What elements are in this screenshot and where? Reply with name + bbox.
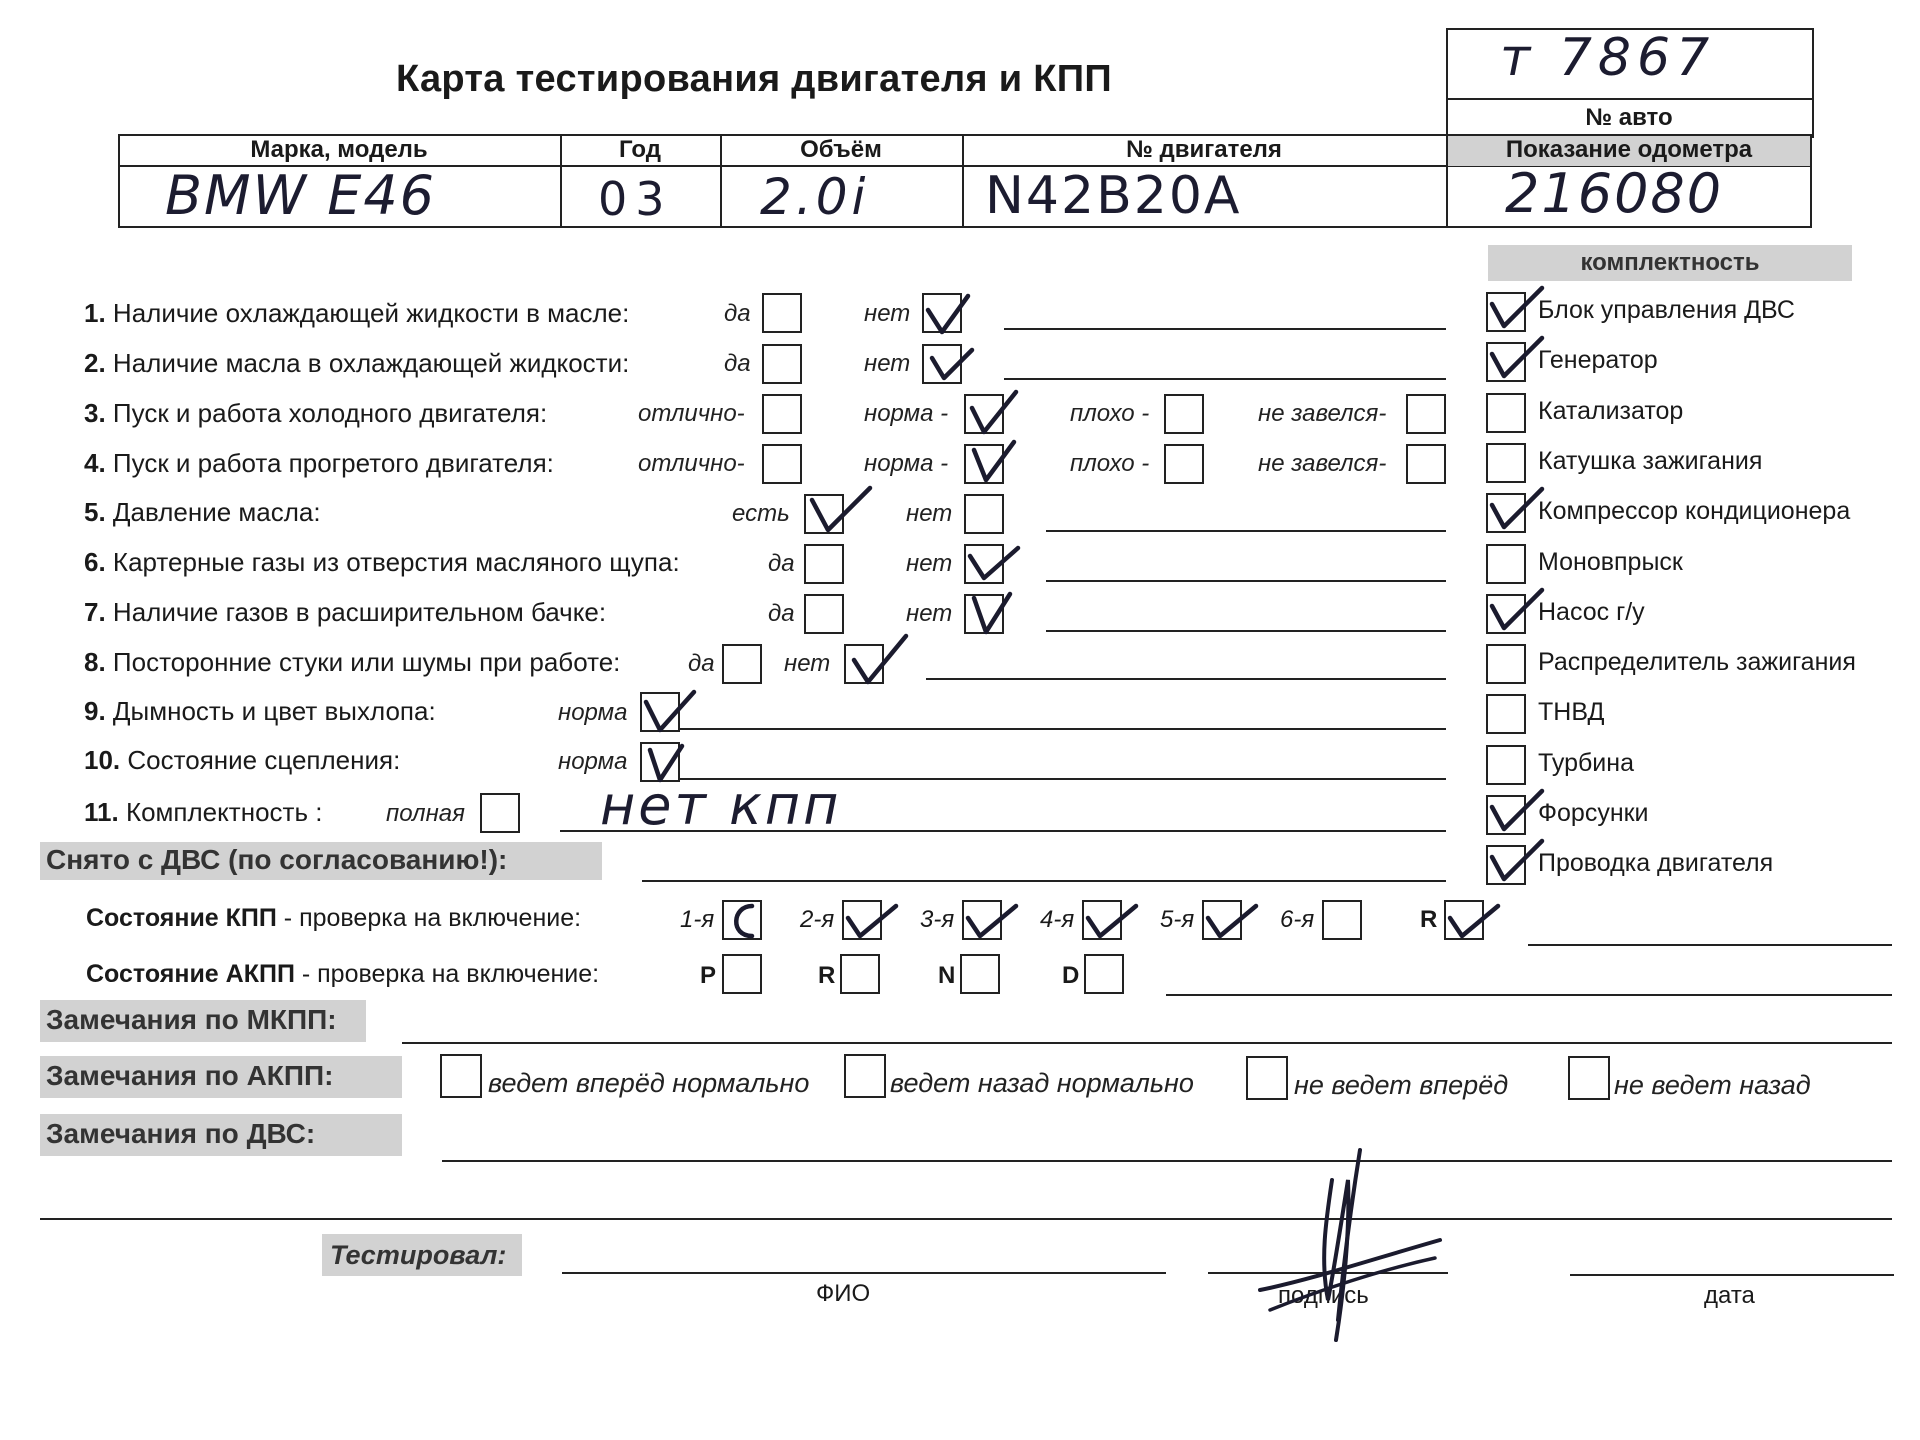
q6-checkmark	[964, 538, 1024, 586]
kit-checkmark	[1486, 483, 1548, 535]
kpp-gear-label: 1-я	[680, 906, 715, 933]
kit-item-label: Блок управления ДВС	[1538, 296, 1795, 324]
q5-checkmark	[806, 480, 876, 536]
akpp-forward-ok-checkbox[interactable]	[440, 1054, 482, 1098]
q7-option-yes: да	[768, 600, 795, 627]
akpp-mode-checkbox[interactable]	[960, 954, 1000, 994]
removed-answer-line	[642, 880, 1446, 882]
q8-checkmark	[848, 630, 912, 688]
kpp-gear-checkmark	[722, 896, 782, 944]
q8-yes-checkbox[interactable]	[722, 644, 762, 684]
signature-caption: подпись	[1278, 1282, 1369, 1309]
akpp-answer-line	[1166, 994, 1892, 996]
header-odometer: Показание одометра	[1505, 136, 1753, 163]
q11-option-full: полная	[386, 800, 465, 827]
question-9: 9. Дымность и цвет выхлопа:	[84, 696, 436, 726]
kpp-label: Состояние КПП - проверка на включение:	[86, 904, 582, 932]
kit-item-label: Форсунки	[1538, 799, 1649, 827]
q1-option-yes: да	[724, 300, 751, 327]
q1-option-no: нет	[864, 300, 911, 327]
kit-checkbox[interactable]	[1486, 745, 1526, 785]
value-volume: 2.0i	[760, 168, 870, 226]
kit-checkmark	[1486, 584, 1548, 636]
question-11: 11. Комплектность :	[84, 797, 323, 827]
q10-option-normal: норма	[558, 748, 628, 775]
fio-line	[562, 1272, 1166, 1274]
q8-answer-line	[926, 678, 1446, 680]
kit-item-label: Катушка зажигания	[1538, 447, 1763, 475]
date-caption: дата	[1704, 1282, 1755, 1309]
question-3: 3. Пуск и работа холодного двигателя:	[84, 398, 548, 428]
handwritten-signature	[1240, 1140, 1460, 1350]
q9-answer-line	[680, 728, 1446, 730]
q3-option-bad: плохо -	[1070, 400, 1150, 427]
kit-checkbox[interactable]	[1486, 694, 1526, 734]
kpp-gear-label: 2-я	[800, 906, 835, 933]
akpp-mode-label: N	[938, 962, 956, 989]
q11-full-checkbox[interactable]	[480, 793, 520, 833]
fio-caption: ФИО	[816, 1280, 871, 1307]
q2-option-yes: да	[724, 350, 751, 377]
kit-checkbox[interactable]	[1486, 644, 1526, 684]
q2-option-no: нет	[864, 350, 911, 377]
kit-checkmark	[1486, 282, 1548, 334]
q5-option-present: есть	[732, 500, 790, 527]
kit-checkbox[interactable]	[1486, 393, 1526, 433]
question-1: 1. Наличие охлаждающей жидкости в масле:	[84, 298, 630, 328]
question-2: 2. Наличие масла в охлаждающей жидкости:	[84, 348, 630, 378]
q1-answer-line	[1004, 328, 1446, 330]
kit-checkmark	[1486, 785, 1548, 837]
q3-option-excellent: отлично-	[638, 400, 745, 427]
dvs-remarks-line-2	[40, 1218, 1892, 1220]
header-make-model: Марка, модель	[250, 136, 428, 163]
kpp-gear-label: 5-я	[1160, 906, 1195, 933]
q2-yes-checkbox[interactable]	[762, 344, 802, 384]
q4-bad-checkbox[interactable]	[1164, 444, 1204, 484]
q9-checkmark	[640, 684, 700, 736]
kpp-gear-checkmark	[962, 896, 1022, 944]
q5-option-absent: нет	[906, 500, 953, 527]
dvs-remarks-label: Замечания по ДВС:	[46, 1118, 316, 1149]
mkpp-remarks-label: Замечания по МКПП:	[46, 1004, 337, 1035]
kpp-gear-label: 3-я	[920, 906, 955, 933]
q4-excellent-checkbox[interactable]	[762, 444, 802, 484]
kpp-answer-line	[1528, 944, 1892, 946]
q4-option-normal: норма -	[864, 450, 949, 477]
q4-option-excellent: отлично-	[638, 450, 745, 477]
q2-answer-line	[1004, 378, 1446, 380]
kit-item-label: Турбина	[1538, 749, 1634, 777]
akpp-no-forward-checkbox[interactable]	[1246, 1056, 1288, 1100]
kpp-gear-checkmark	[1444, 896, 1504, 944]
q10-checkmark	[642, 740, 688, 786]
kpp-gear-label: R	[1420, 906, 1438, 933]
value-odometer: 216080	[1505, 162, 1724, 225]
q3-option-normal: норма -	[864, 400, 949, 427]
q5-answer-line	[1046, 530, 1446, 532]
header-volume: Объём	[800, 136, 882, 163]
kpp-gear-checkmark	[842, 896, 902, 944]
q3-bad-checkbox[interactable]	[1164, 394, 1204, 434]
q1-yes-checkbox[interactable]	[762, 293, 802, 333]
akpp-mode-checkbox[interactable]	[722, 954, 762, 994]
q7-checkmark	[966, 588, 1016, 638]
kit-checkbox[interactable]	[1486, 544, 1526, 584]
kit-header: комплектность	[1580, 249, 1760, 276]
q3-checkmark	[966, 386, 1022, 438]
question-5: 5. Давление масла:	[84, 497, 321, 527]
akpp-no-backward-checkbox[interactable]	[1568, 1056, 1610, 1100]
kpp-gear-label: 4-я	[1040, 906, 1075, 933]
dvs-remarks-line-1	[442, 1160, 1892, 1162]
question-8: 8. Посторонние стуки или шумы при работе:	[84, 647, 621, 677]
q8-option-no: нет	[784, 650, 831, 677]
akpp-mode-checkbox[interactable]	[840, 954, 880, 994]
q7-option-no: нет	[906, 600, 953, 627]
kpp-gear-checkmark	[1082, 896, 1142, 944]
car-number-handwritten: т 7867	[1500, 28, 1716, 88]
page-title: Карта тестирования двигателя и КПП	[396, 58, 1112, 100]
q3-option-not-started: не завелся-	[1258, 400, 1387, 427]
q4-not-started-checkbox[interactable]	[1406, 444, 1446, 484]
q7-yes-checkbox[interactable]	[804, 594, 844, 634]
kit-item-label: Распределитель зажигания	[1538, 648, 1856, 676]
kit-checkmark	[1486, 332, 1548, 384]
q6-option-yes: да	[768, 550, 795, 577]
value-engine-number: N42B20A	[985, 166, 1242, 226]
akpp-mode-checkbox[interactable]	[1084, 954, 1124, 994]
akpp-label: Состояние АКПП - проверка на включение:	[86, 960, 600, 988]
q7-answer-line	[1046, 630, 1446, 632]
kit-item-label: Моновпрыск	[1538, 548, 1683, 576]
value-year: 03	[598, 172, 673, 226]
akpp-backward-ok-label: ведет назад нормально	[890, 1068, 1194, 1098]
header-engine-number: № двигателя	[1126, 136, 1282, 163]
header-year: Год	[619, 136, 661, 163]
date-line	[1570, 1274, 1894, 1276]
value-make-model: BMW E46	[165, 164, 437, 227]
question-4: 4. Пуск и работа прогретого двигателя:	[84, 448, 554, 478]
question-6: 6. Картерные газы из отверстия масляного щупа:	[84, 547, 680, 577]
q3-not-started-checkbox[interactable]	[1406, 394, 1446, 434]
q4-checkmark	[966, 436, 1022, 488]
kit-item-label: ТНВД	[1538, 698, 1605, 726]
akpp-mode-label: R	[818, 962, 836, 989]
kit-checkmark	[1486, 835, 1548, 887]
q6-yes-checkbox[interactable]	[804, 544, 844, 584]
q4-option-bad: плохо -	[1070, 450, 1150, 477]
kit-checkbox[interactable]	[1486, 443, 1526, 483]
akpp-mode-label: D	[1062, 962, 1080, 989]
kit-item-label: Катализатор	[1538, 397, 1684, 425]
kit-item-label: Генератор	[1538, 346, 1658, 374]
q2-checkmark	[926, 340, 978, 386]
q6-answer-line	[1046, 580, 1446, 582]
kit-item-label: Компрессор кондиционера	[1538, 497, 1851, 525]
divider	[1446, 98, 1812, 100]
q3-excellent-checkbox[interactable]	[762, 394, 802, 434]
kpp-gear-checkbox[interactable]	[1322, 900, 1362, 940]
question-10: 10. Состояние сцепления:	[84, 745, 401, 775]
akpp-no-backward-label: не ведет назад	[1614, 1070, 1811, 1100]
akpp-remarks-label: Замечания по АКПП:	[46, 1060, 334, 1091]
q11-answer-line	[560, 830, 1446, 832]
tested-by-label: Тестировал:	[330, 1240, 507, 1270]
kpp-gear-checkmark	[1202, 896, 1262, 944]
kit-item-label: Насос г/у	[1538, 598, 1645, 626]
q6-option-no: нет	[906, 550, 953, 577]
akpp-forward-ok-label: ведет вперёд нормально	[488, 1068, 810, 1098]
akpp-mode-label: P	[700, 962, 717, 989]
question-7: 7. Наличие газов в расширительном бачке:	[84, 597, 607, 627]
akpp-backward-ok-checkbox[interactable]	[844, 1054, 886, 1098]
q1-checkmark	[922, 288, 974, 338]
q8-option-yes: да	[688, 650, 715, 677]
mkpp-remarks-line	[402, 1042, 1892, 1044]
q5-absent-checkbox[interactable]	[964, 494, 1004, 534]
q11-handwritten-note: нет кпп	[600, 774, 842, 837]
kit-item-label: Проводка двигателя	[1538, 849, 1774, 877]
kpp-gear-label: 6-я	[1280, 906, 1315, 933]
removed-header: Снято с ДВС (по согласованию!):	[46, 844, 508, 875]
akpp-no-forward-label: не ведет вперёд	[1294, 1070, 1509, 1100]
q4-option-not-started: не завелся-	[1258, 450, 1387, 477]
q9-option-normal: норма	[558, 699, 628, 726]
car-number-label: № авто	[1585, 104, 1673, 131]
